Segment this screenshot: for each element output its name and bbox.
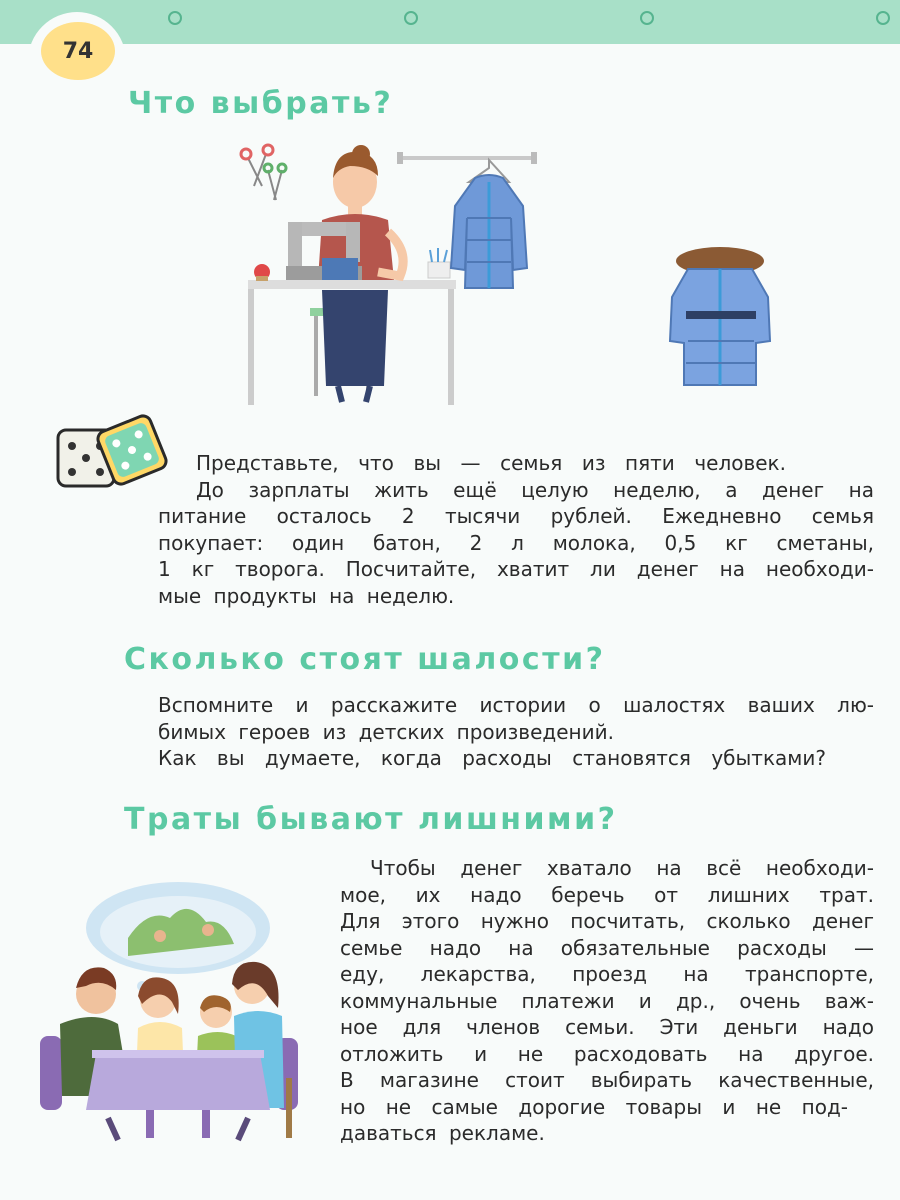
text-line: мые продукты на неделю.	[158, 583, 455, 608]
text-line: мое, их надо беречь от лишних трат.	[340, 882, 874, 907]
family-illustration	[38, 878, 328, 1148]
text-line: даваться рекламе.	[340, 1121, 545, 1145]
section-heading: Траты бывают лишними?	[124, 802, 618, 837]
text-line: отложить и не расходовать на другое.	[340, 1041, 874, 1066]
pranks-paragraph	[158, 692, 874, 772]
text-line: 1 кг творога. Посчитайте, хватит ли денег на необходи-	[158, 557, 874, 581]
section-heading: Сколько стоят шалости?	[124, 642, 606, 677]
jacket-icon	[451, 175, 527, 288]
text-line: Чтобы денег хватало на всё необходи-	[370, 856, 874, 880]
header-band	[0, 0, 900, 44]
decor-dot	[876, 11, 890, 25]
text-line: Как вы думаете, когда расходы становятся убытками?	[158, 746, 826, 770]
text-line: В магазине стоит выбирать качественные,	[340, 1068, 874, 1092]
jacket-icon	[670, 247, 770, 385]
scissors-icon	[241, 145, 286, 200]
section-heading: Что выбрать?	[128, 86, 394, 121]
page-number: 74	[41, 22, 115, 80]
dice-icon	[52, 410, 164, 490]
text-line: питание осталось 2 тысячи рублей. Ежедневно семья	[158, 504, 874, 528]
text-line: До зарплаты жить ещё целую неделю, а денег на	[196, 477, 874, 502]
spending-paragraph	[340, 855, 874, 1147]
decor-dot	[168, 11, 182, 25]
decor-dot	[404, 11, 418, 25]
text-line: семье надо на обязательные расходы —	[340, 935, 874, 960]
hanger-icon	[397, 152, 537, 182]
text-line: бимых героев из детских произведений.	[158, 719, 614, 744]
text-line: покупает: один батон, 2 л молока, 0,5 кг сметаны,	[158, 530, 874, 555]
jacket-on-hanger	[395, 148, 545, 298]
task-paragraph	[158, 450, 874, 609]
jacket-illustration	[658, 245, 778, 395]
decor-dot	[640, 11, 654, 25]
text-line: Представьте, что вы — семья из пяти человек.	[196, 451, 786, 475]
text-line: еду, лекарства, проезд на транспорте,	[340, 962, 874, 986]
text-line: ное для членов семьи. Эти деньги надо	[340, 1015, 874, 1039]
text-line: Вспомните и расскажите истории о шалостях ваших лю-	[158, 693, 874, 717]
text-line: но не самые дорогие товары и не под-	[340, 1094, 848, 1119]
text-line: коммунальные платежи и др., очень важ-	[340, 988, 874, 1013]
text-line: Для этого нужно посчитать, сколько денег	[340, 909, 874, 933]
